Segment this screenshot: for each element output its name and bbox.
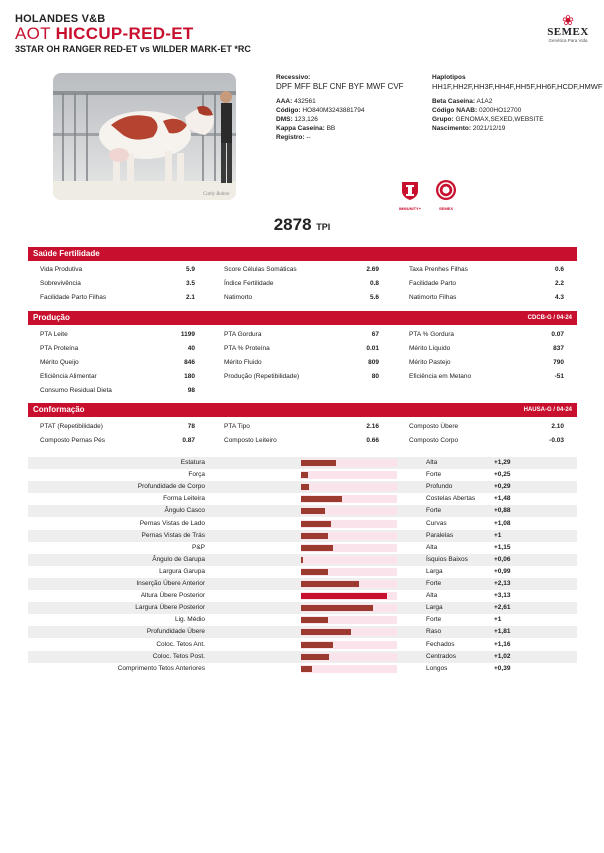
pedigree: 3STAR OH RANGER RED-ET vs WILDER MARK-ET *RC [15, 44, 251, 54]
metric-value: -51 [554, 373, 564, 380]
trait-value: +0,99 [494, 567, 511, 575]
metric-value: 2.69 [366, 266, 379, 273]
trait-right-label: Raso [426, 628, 442, 636]
trait-bar-track [301, 653, 397, 661]
metric-label: Consumo Residual Dieta [40, 387, 112, 394]
saude-row [40, 293, 195, 303]
metric-label: Produção (Repetibilidade) [224, 373, 300, 380]
maple-leaf-icon: ❀ [562, 12, 574, 28]
trait-value: +1,29 [494, 459, 511, 466]
metric-value: 4.3 [554, 294, 564, 301]
metric-value: 2.1 [185, 294, 195, 301]
trait-bar-track [301, 520, 397, 528]
trait-bar-track [301, 544, 397, 552]
trait-bar-track [301, 471, 397, 479]
trait-bar [301, 460, 336, 466]
trait-left-label: Ângulo de Garupa [152, 555, 205, 563]
registro-label: Registro: [276, 134, 305, 141]
metric-label: Composto Leiteiro [224, 437, 277, 444]
trait-bar-track [301, 495, 397, 503]
name-prefix: AOT [15, 24, 51, 43]
beta-value: A1A2 [476, 98, 493, 105]
trait-bar [301, 533, 328, 539]
producao-row [224, 358, 379, 368]
trait-bar [301, 484, 309, 490]
linear-trait-row [28, 651, 577, 663]
trait-bar [301, 642, 333, 648]
nasc-label: Nascimento: [432, 125, 472, 132]
trait-left-label: Pernas Vistas de Lado [139, 519, 205, 527]
metric-label: Vida Produtiva [40, 266, 83, 273]
trait-left-label: Profundidade Úbere [146, 628, 205, 636]
trait-value: +1 [494, 531, 502, 539]
trait-left-label: Estatura [180, 459, 205, 466]
trait-left-label: Coloc. Tetos Ant. [156, 640, 205, 648]
trait-value: +1,08 [494, 519, 511, 527]
metric-value: 837 [553, 345, 564, 352]
trait-bar-track [301, 592, 397, 600]
metric-value: 78 [187, 423, 195, 430]
photo-signature: Cathy Bolton [203, 192, 230, 197]
trait-right-label: Costelas Abertas [426, 495, 476, 503]
beta-label: Beta Caseína: [432, 98, 475, 105]
semex-logo [545, 14, 591, 43]
linear-trait-row [28, 639, 577, 651]
trait-value: +0,39 [494, 664, 511, 672]
metric-value: 0.6 [554, 266, 564, 273]
metric-value: 2.16 [366, 423, 379, 430]
metric-label: Composto Úbere [409, 423, 459, 430]
metric-label: Taxa Prenhes Filhas [409, 266, 468, 273]
metric-value: -0.03 [549, 437, 564, 444]
trait-value: +1,48 [494, 495, 511, 503]
trait-left-label: Lig. Médio [175, 616, 205, 624]
section-producao-title: Produção [33, 313, 70, 322]
metric-value: 0.01 [366, 345, 379, 352]
metric-value: 1199 [180, 331, 195, 338]
conformacao-row [40, 422, 195, 432]
codigo-value: HO840M3243881794 [302, 107, 365, 114]
metric-value: 0.87 [182, 437, 195, 444]
cow-photo [53, 73, 236, 200]
metric-label: PTA % Gordura [409, 331, 455, 338]
dms-label: DMS: [276, 116, 293, 123]
linear-trait-row [28, 518, 577, 530]
trait-value: +1,15 [494, 543, 511, 551]
metric-label: Índice Fertilidade [224, 280, 274, 287]
saude-row [409, 265, 564, 275]
trait-bar [301, 666, 312, 672]
trait-bar-track [301, 459, 397, 467]
cow-illustration [53, 73, 236, 200]
trait-left-label: Inserção Úbere Anterior [136, 580, 205, 587]
metric-label: Score Células Somáticas [224, 266, 297, 273]
haplo-value: HH1F,HH2F,HH3F,HH4F,HH5F,HH6F,HCDF,HMWF [432, 82, 603, 91]
metric-label: Eficiência Alimentar [40, 373, 97, 380]
linear-trait-row [28, 578, 577, 590]
trait-left-label: Largura Garupa [159, 567, 205, 575]
tpi-value: 2878 [273, 215, 312, 234]
semex-medal-icon [435, 179, 457, 201]
trait-value: +0,88 [494, 507, 511, 515]
metric-value: 2.10 [551, 423, 564, 430]
recessivo-value: DPF MFF BLF CNF BYF MWF CVF [276, 82, 404, 91]
trait-left-label: Ângulo Casco [164, 507, 205, 515]
trait-bar [301, 508, 325, 514]
haplo-label: Haplotipos [432, 74, 466, 81]
saude-row [409, 293, 564, 303]
info-right [432, 73, 603, 133]
nasc-value: 2021/12/19 [472, 125, 506, 132]
metric-value: 5.6 [369, 294, 379, 301]
semex-badge-label: SEMEX [438, 206, 453, 211]
producao-row [40, 358, 195, 368]
trait-left-label: Pernas Vistas de Trás [141, 531, 205, 539]
trait-right-label: Longos [426, 664, 448, 672]
linear-trait-row [28, 614, 577, 626]
trait-value: +1,81 [494, 628, 511, 636]
trait-right-label: Ísquios Baixos [426, 555, 468, 563]
producao-row [40, 386, 195, 396]
conformacao-row [409, 422, 564, 432]
saude-row [409, 279, 564, 289]
linear-trait-row [28, 493, 577, 505]
codigo-label: Código: [276, 107, 301, 114]
tpi-unit: TPI [316, 222, 331, 232]
trait-left-label: Altura Úbere Posterior [140, 592, 205, 600]
metric-label: Eficiência em Metano [409, 373, 472, 380]
linear-trait-row [28, 554, 577, 566]
kappa-label: Kappa Caseína: [276, 125, 325, 132]
naab-label: Código NAAB: [432, 107, 478, 114]
trait-right-label: Forte [426, 580, 442, 587]
conformacao-row [224, 422, 379, 432]
trait-right-label: Profundo [426, 483, 453, 491]
trait-bar-track [301, 556, 397, 564]
aaa-value: 432561 [294, 98, 316, 105]
metric-label: Mérito Queijo [40, 359, 79, 366]
trait-left-label: Largura Úbere Posterior [135, 604, 205, 612]
trait-bar [301, 593, 387, 599]
trait-right-label: Forte [426, 471, 442, 479]
metric-value: 3.5 [185, 280, 195, 287]
metric-label: Sobrevivência [40, 280, 81, 287]
aaa-label: AAA: [276, 98, 293, 105]
trait-right-label: Forte [426, 507, 442, 515]
immunity-label: IMMUNITY+ [398, 206, 422, 211]
metric-label: PTAT (Repetibilidade) [40, 423, 103, 430]
grupo-label: Grupo: [432, 116, 454, 123]
name-main: HICCUP-RED-ET [55, 24, 194, 43]
trait-bar [301, 472, 308, 478]
registro-value: -- [306, 134, 311, 141]
trait-bar [301, 605, 373, 611]
metric-label: Mérito Fluido [224, 359, 262, 366]
metric-value: 5.9 [185, 266, 195, 273]
metric-value: 790 [553, 359, 564, 366]
trait-right-label: Alta [426, 592, 438, 600]
linear-trait-row [28, 457, 577, 469]
metric-value: 0.07 [551, 331, 564, 338]
trait-value: +1 [494, 616, 502, 624]
trait-value: +1,02 [494, 652, 511, 660]
section-conformacao-title: Conformação [33, 405, 85, 414]
trait-bar [301, 521, 331, 527]
dms-value: 123,126 [294, 116, 318, 123]
trait-bar [301, 569, 328, 575]
trait-right-label: Fechados [426, 640, 455, 648]
logo-tagline: Genética Para Vida [548, 38, 588, 43]
metric-label: Mérito Líquido [409, 345, 451, 352]
metric-label: PTA % Proteína [224, 345, 270, 352]
metric-value: 40 [187, 345, 195, 352]
naab-value: 0200HO12700 [478, 107, 522, 114]
producao-row [224, 330, 379, 340]
producao-row [409, 330, 564, 340]
conformacao-row [40, 436, 195, 446]
metric-label: Facilidade Parto Filhas [40, 294, 107, 301]
saude-row [224, 279, 379, 289]
trait-bar [301, 629, 351, 635]
logo-word: SEMEX [547, 26, 589, 38]
saude-row [40, 265, 195, 275]
trait-left-label: Comprimento Tetos Anteriores [117, 664, 205, 672]
trait-value: +0,29 [494, 483, 511, 491]
linear-trait-row [28, 505, 577, 517]
metric-label: Natimorto [224, 294, 253, 301]
metric-label: PTA Leite [40, 331, 68, 338]
section-producao [28, 311, 577, 325]
producao-row [409, 358, 564, 368]
trait-right-label: Alta [426, 459, 438, 466]
trait-left-label: Coloc. Tetos Post. [152, 652, 205, 660]
metric-value: 846 [184, 359, 195, 366]
producao-row [409, 372, 564, 382]
trait-left-label: Força [188, 471, 205, 479]
trait-left-label: Profundidade de Corpo [137, 483, 205, 491]
saude-row [224, 293, 379, 303]
linear-trait-row [28, 602, 577, 614]
semex-badge [435, 179, 461, 211]
trait-left-label: P&P [191, 543, 205, 551]
info-left [276, 73, 416, 142]
trait-bar [301, 617, 328, 623]
linear-trait-row [28, 542, 577, 554]
metric-value: 98 [187, 387, 195, 394]
linear-trait-row [28, 626, 577, 638]
producao-row [40, 372, 195, 382]
producao-row [224, 372, 379, 382]
trait-bar-track [301, 665, 397, 673]
conformacao-row [224, 436, 379, 446]
tpi-score [0, 215, 604, 235]
section-saude-title: Saúde Fertilidade [33, 249, 100, 258]
trait-bar-track [301, 580, 397, 588]
trait-bar [301, 496, 342, 502]
linear-trait-row [28, 469, 577, 481]
linear-trait-row [28, 590, 577, 602]
metric-label: Natimorto Filhas [409, 294, 457, 301]
trait-value: +2,13 [494, 580, 511, 587]
metric-label: Mérito Pastejo [409, 359, 451, 366]
trait-bar-track [301, 616, 397, 624]
trait-right-label: Forte [426, 616, 442, 624]
linear-trait-row [28, 566, 577, 578]
conformacao-row [409, 436, 564, 446]
section-conformacao [28, 403, 577, 417]
trait-value: +3,13 [494, 592, 511, 600]
trait-bar [301, 654, 329, 660]
trait-bar-track [301, 628, 397, 636]
trait-right-label: Curvas [426, 519, 447, 527]
trait-bar [301, 557, 303, 563]
trait-right-label: Alta [426, 543, 438, 551]
trait-bar-track [301, 532, 397, 540]
metric-value: 80 [371, 373, 379, 380]
saude-row [40, 279, 195, 289]
kappa-value: BB [326, 125, 336, 132]
metric-label: PTA Tipo [224, 423, 250, 430]
trait-value: +0,06 [494, 555, 511, 563]
trait-bar [301, 581, 359, 587]
trait-right-label: Centrados [426, 652, 456, 660]
metric-value: 0.66 [366, 437, 379, 444]
trait-bar-track [301, 507, 397, 515]
metric-value: 180 [184, 373, 195, 380]
breed-label: HOLANDES V&B [15, 13, 106, 25]
metric-value: 67 [371, 331, 379, 338]
trait-bar-track [301, 604, 397, 612]
trait-left-label: Forma Leiteira [163, 495, 205, 503]
metric-label: PTA Gordura [224, 331, 262, 338]
trait-value: +2,61 [494, 604, 511, 612]
metric-value: 2.2 [554, 280, 564, 287]
saude-row [224, 265, 379, 275]
section-producao-source: CDCB-G / 04-24 [527, 315, 572, 321]
trait-right-label: Larga [426, 604, 443, 612]
metric-label: Facilidade Parto [409, 280, 456, 287]
bull-name [15, 24, 194, 44]
metric-label: Composto Corpo [409, 437, 459, 444]
trait-bar-track [301, 641, 397, 649]
grupo-value: GENOMAX,SEXED,WEBSITE [455, 116, 544, 123]
producao-row [409, 344, 564, 354]
producao-row [40, 344, 195, 354]
trait-value: +1,16 [494, 640, 511, 648]
metric-label: PTA Proteína [40, 345, 79, 352]
producao-row [40, 330, 195, 340]
section-conformacao-source: HAUSA-G / 04-24 [523, 407, 572, 413]
trait-bar-track [301, 568, 397, 576]
immunity-badge [399, 179, 425, 211]
linear-trait-row [28, 481, 577, 493]
recessivo-label: Recessivo: [276, 74, 311, 81]
trait-bar [301, 545, 333, 551]
trait-value: +0,25 [494, 471, 511, 479]
section-saude [28, 247, 577, 261]
linear-trait-row [28, 663, 577, 675]
metric-label: Composto Pernas Pés [40, 437, 106, 444]
producao-row [224, 344, 379, 354]
immunity-shield-icon [399, 179, 421, 201]
metric-value: 809 [368, 359, 379, 366]
trait-bar-track [301, 483, 397, 491]
linear-trait-row [28, 530, 577, 542]
trait-right-label: Paralelas [426, 531, 454, 539]
metric-value: 0.8 [369, 280, 379, 287]
trait-right-label: Larga [426, 567, 443, 575]
